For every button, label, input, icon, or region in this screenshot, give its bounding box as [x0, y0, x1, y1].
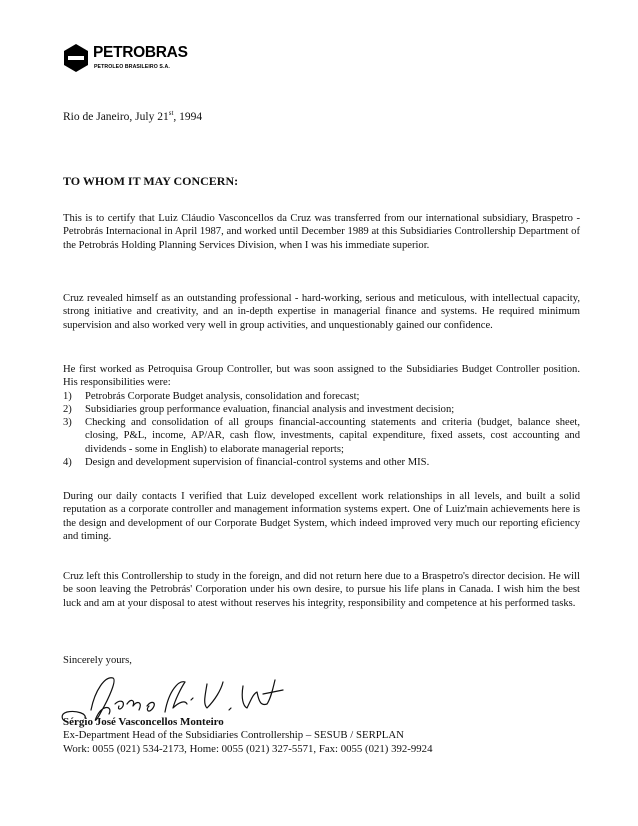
list-item [63, 416, 580, 456]
paragraph-5: Cruz left this Controllership to study in the foreign, and did not return here due to a Braspetro's director decision. He will be soon leaving the Petrobrás' Corporation under his own desire, to pursue his life plans in Canada. I wish him the best luck and am at your disposal to atest without reserves his integrity, responsibility and competence at his performed tasks. [63, 571, 580, 609]
signatory-name: Sérgio José Vasconcellos Monteiro [63, 716, 224, 728]
paragraph-1: This is to certify that Luiz Cláudio Vasconcellos da Cruz was transferred from our international subsidiary, Braspetro - Petrobrás Internacional in April 1987, and worked until December 1989 at this Subsidiaries Controllership Department of the Petrobrás Holding Planning Services Division, when I was his immediate superior. [63, 213, 580, 251]
letter-date [63, 109, 202, 123]
signatory-title: Ex-Department Head of the Subsidiaries Controllership – SESUB / SERPLAN [63, 729, 404, 741]
paragraph-3-intro: He first worked as Petroquisa Group Controller, but was soon assigned to the Subsidiaries Budget Controller position. His responsibilities were: [63, 364, 580, 389]
list-item [63, 456, 580, 469]
paragraph-3 [63, 363, 580, 469]
list-item-number: 2) [63, 403, 72, 415]
list-item-text: Design and development supervision of financial-control systems and other MIS. [85, 457, 430, 469]
paragraph-4: During our daily contacts I verified that Luiz developed excellent work relationships in all levels, and built a solid reputation as a corporate controller and management information systems expert. One of Luiz'main achievements here is the design and development of our Corporate Budget System, which indeed improved very much our reporting eficiency and timing. [63, 491, 580, 542]
signatory-contact: Work: 0055 (021) 534-2173, Home: 0055 (021) 327-5571, Fax: 0055 (021) 392-9924 [63, 743, 433, 755]
list-item-number: 4) [63, 457, 72, 469]
company-name: PETROBRAS [93, 44, 188, 61]
petrobras-logo [63, 43, 243, 83]
petrobras-hexagon-icon [63, 43, 89, 73]
list-item-number: 1) [63, 390, 72, 402]
company-subtitle: PETROLEO BRASILEIRO S.A. [94, 64, 170, 70]
date-prefix: Rio de Janeiro, July 21 [63, 110, 169, 123]
date-ordinal: st [168, 109, 174, 117]
list-item-text: Checking and consolidation of all groups financial-accounting statements and criteria (budget, balance sheet, closing, P&L, income, AP/AR, cash flow, investments, capital expenditure, fixed assets, cost accounting and dividends - some in English) to elaborate managerial reports; [85, 417, 580, 455]
responsibilities-list [63, 390, 580, 470]
list-item [63, 403, 580, 416]
closing-line: Sincerely yours, [63, 655, 132, 666]
list-item [63, 390, 580, 403]
list-item-text: Petrobrás Corporate Budget analysis, consolidation and forecast; [85, 390, 360, 402]
salutation-heading: TO WHOM IT MAY CONCERN: [63, 174, 239, 188]
paragraph-2: Cruz revealed himself as an outstanding professional - hard-working, serious and meticulous, with intellectual capacity, strong initiative and creativity, and an in-depth expertise in managerial finance and systems. He required minimum supervision and also worked very well in group activities, and unquestionably gained our confidence. [63, 293, 580, 331]
list-item-text: Subsidiaries group performance evaluation, financial analysis and investment decision; [85, 403, 455, 415]
list-item-number: 3) [63, 417, 72, 429]
date-year: , 1994 [173, 110, 203, 123]
